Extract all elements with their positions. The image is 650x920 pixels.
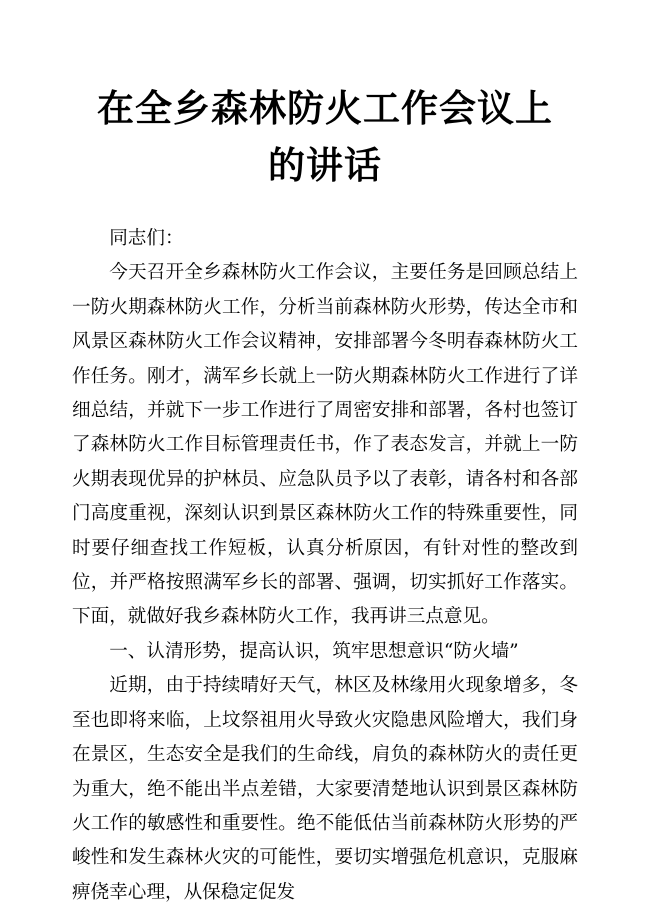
- title-line-1: 在全乡森林防火工作会议上: [97, 87, 553, 130]
- document-title: [72, 80, 578, 194]
- salutation: 同志们：: [109, 228, 184, 249]
- document-body: [72, 222, 578, 910]
- intro-paragraph: 今天召开全乡森林防火工作会议，主要任务是回顾总结上一防火期森林防火工作，分析当前森林防火形势，传达全市和风景区森林防火工作会议精神，安排部署今冬明春森林防火工作任务。刚才，满军乡长就上一防火期森林防火工作进行了详细总结，并就下一步工作进行了周密安排和部署，各村也签订了森林防火工作目标管理责任书，作了表态发言，并就上一防火期表现优异的护林员、应急队员予以了表彰，请各村和各部门高度重视，深刻认识到景区森林防火工作的特殊重要性，同时要仔细查找工作短板，认真分析原因，有针对性的整改到位，并严格按照满军乡长的部署、强调，切实抓好工作落实。下面，就做好我乡森林防火工作，我再讲三点意见。: [72, 262, 578, 628]
- section-heading-1: 一、认清形势，提高认识，筑牢思想意识“防火墙”: [109, 640, 519, 662]
- title-line-2: 的讲话: [268, 144, 382, 187]
- section-1-paragraph: 近期，由于持续晴好天气，林区及林缘用火现象增多，冬至也即将来临，上坟祭祖用火导致火灾隐患风险增大，我们身在景区，生态安全是我们的生命线，肩负的森林防火的责任更为重大，绝不能出半点差错，大家要清楚地认识到景区森林防火工作的敏感性和重要性。绝不能低估当前森林防火形势的严峻性和发生森林火灾的可能性，要切实增强危机意识，克服麻痹侥幸心理，从保稳定促发: [72, 675, 578, 903]
